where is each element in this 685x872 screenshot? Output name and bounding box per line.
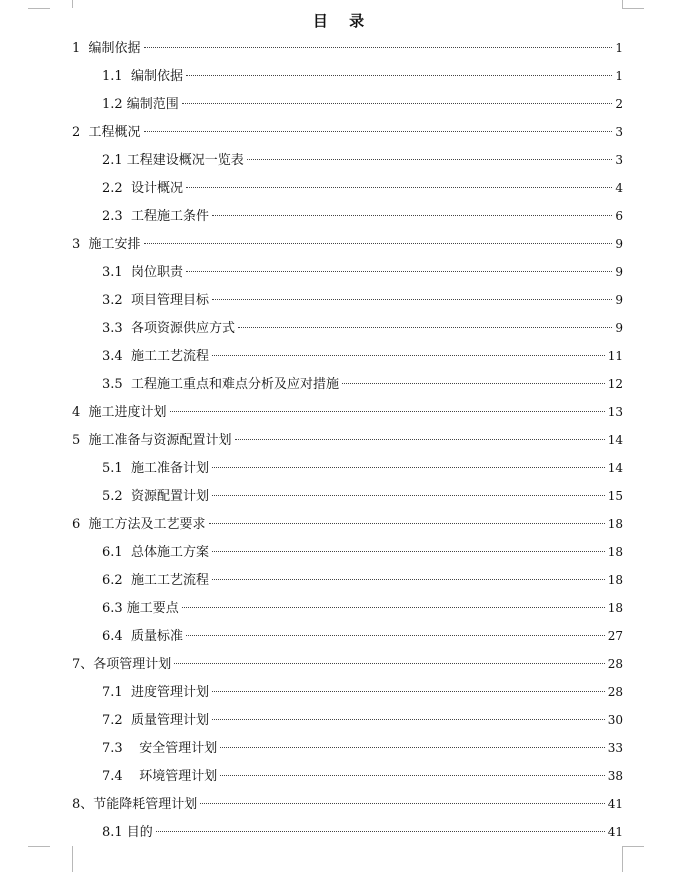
dot-leader	[186, 187, 612, 188]
toc-entry-page: 9	[615, 321, 623, 335]
dot-leader	[212, 495, 605, 496]
crop-mark-bottom-left	[50, 846, 73, 872]
toc-entry-page: 3	[615, 153, 623, 167]
toc-entry[interactable]	[102, 286, 623, 314]
dot-leader	[235, 439, 605, 440]
dot-leader	[238, 327, 612, 328]
toc-entry[interactable]	[72, 426, 623, 454]
dot-leader	[212, 719, 605, 720]
toc-entry[interactable]	[102, 258, 623, 286]
dot-leader	[186, 75, 612, 76]
toc-entry-label: 3 施工安排	[72, 237, 141, 252]
toc-entry-label: 7、各项管理计划	[72, 657, 172, 672]
toc-entry-page: 41	[607, 825, 623, 839]
toc-entry-page: 13	[607, 405, 623, 419]
crop-mark-bottom-right-h	[622, 846, 644, 847]
toc-entry-page: 18	[607, 517, 623, 531]
toc-entry[interactable]	[102, 62, 623, 90]
toc-entry-page: 1	[615, 41, 623, 55]
toc-entry-page: 41	[607, 797, 623, 811]
toc-entry-label: 6.3 施工要点	[102, 601, 179, 616]
toc-entry[interactable]	[72, 510, 623, 538]
dot-leader	[212, 299, 612, 300]
toc-entry-label: 3.5 工程施工重点和难点分析及应对措施	[102, 377, 339, 392]
toc-entry-page: 1	[615, 69, 623, 83]
toc-entry-label: 7.3 安全管理计划	[102, 741, 218, 756]
dot-leader	[212, 215, 612, 216]
toc-title: 目 录	[312, 12, 373, 30]
toc-entry-label: 2.1 工程建设概况一览表	[102, 153, 244, 168]
dot-leader	[342, 383, 605, 384]
dot-leader	[212, 355, 605, 356]
dot-leader	[209, 523, 605, 524]
toc-entry-page: 2	[615, 97, 623, 111]
toc-entry-page: 18	[607, 573, 623, 587]
toc-entry-label: 6.1 总体施工方案	[102, 545, 209, 560]
toc-entry-label: 5 施工准备与资源配置计划	[72, 433, 232, 448]
dot-leader	[174, 663, 604, 664]
toc-entry-label: 2.2 设计概况	[102, 181, 183, 196]
toc-entry-page: 12	[607, 377, 623, 391]
toc-entry-page: 15	[607, 489, 623, 503]
dot-leader	[247, 159, 613, 160]
toc-entry[interactable]	[102, 342, 623, 370]
crop-mark-top-left	[50, 0, 73, 8]
toc-entry-page: 3	[615, 125, 623, 139]
toc-entry-label: 6.4 质量标准	[102, 629, 183, 644]
dot-leader	[156, 831, 605, 832]
dot-leader	[212, 579, 605, 580]
toc-entry-page: 38	[607, 769, 623, 783]
toc-entry-page: 6	[615, 209, 623, 223]
toc-entry[interactable]	[102, 706, 623, 734]
dot-leader	[144, 131, 613, 132]
toc-entry-page: 18	[607, 601, 623, 615]
dot-leader	[170, 411, 605, 412]
dot-leader	[186, 635, 605, 636]
toc-entry[interactable]	[72, 34, 623, 62]
dot-leader	[212, 691, 605, 692]
toc-entry-label: 8.1 目的	[102, 825, 153, 840]
toc-entry-label: 3.2 项目管理目标	[102, 293, 209, 308]
toc-entry-page: 9	[615, 237, 623, 251]
toc-entry-label: 8、节能降耗管理计划	[72, 797, 198, 812]
toc-entry-page: 9	[615, 265, 623, 279]
toc-entry-label: 6.2 施工工艺流程	[102, 573, 209, 588]
toc-entry-label: 7.2 质量管理计划	[102, 713, 209, 728]
toc-entry[interactable]	[102, 566, 623, 594]
toc-entry[interactable]	[102, 594, 623, 622]
crop-mark-top-right	[622, 0, 645, 8]
toc-entry-page: 11	[607, 349, 623, 363]
toc-entry[interactable]	[102, 174, 623, 202]
toc-entry-label: 6 施工方法及工艺要求	[72, 517, 206, 532]
toc-entry[interactable]	[102, 678, 623, 706]
toc-entry-page: 18	[607, 545, 623, 559]
toc-entry-label: 1.2 编制范围	[102, 97, 179, 112]
toc-entry[interactable]	[102, 146, 623, 174]
toc-entry[interactable]	[102, 314, 623, 342]
crop-mark-top-left-h	[28, 8, 50, 9]
crop-mark-top-right-h	[622, 8, 644, 9]
toc-entry[interactable]	[72, 118, 623, 146]
dot-leader	[200, 803, 604, 804]
toc-entry[interactable]	[102, 762, 623, 790]
toc-entry[interactable]	[72, 398, 623, 426]
toc-entry-label: 1.1 编制依据	[102, 69, 183, 84]
dot-leader	[182, 607, 605, 608]
toc-entry-label: 2.3 工程施工条件	[102, 209, 209, 224]
toc-entry-label: 4 施工进度计划	[72, 405, 167, 420]
dot-leader	[186, 271, 612, 272]
toc-entry[interactable]	[72, 790, 623, 818]
dot-leader	[220, 747, 605, 748]
toc-entry-label: 3.4 施工工艺流程	[102, 349, 209, 364]
toc-entry-page: 14	[607, 433, 623, 447]
toc-entry[interactable]	[102, 622, 623, 650]
toc-entry-page: 14	[607, 461, 623, 475]
toc-entry-label: 3.1 岗位职责	[102, 265, 183, 280]
dot-leader	[144, 47, 613, 48]
toc-entry-label: 7.4 环境管理计划	[102, 769, 218, 784]
crop-mark-bottom-right	[622, 846, 645, 872]
toc-entry[interactable]	[102, 482, 623, 510]
toc-entry-page: 30	[607, 713, 623, 727]
toc-entry-page: 28	[607, 685, 623, 699]
toc-entry-label: 3.3 各项资源供应方式	[102, 321, 235, 336]
dot-leader	[212, 467, 605, 468]
toc-entry-page: 9	[615, 293, 623, 307]
toc-entry[interactable]	[102, 370, 623, 398]
toc-entry[interactable]	[102, 90, 623, 118]
toc-entry[interactable]	[102, 734, 623, 762]
dot-leader	[144, 243, 613, 244]
dot-leader	[220, 775, 605, 776]
toc-entry-label: 1 编制依据	[72, 41, 141, 56]
toc-entry-label: 2 工程概况	[72, 125, 141, 140]
toc-entry[interactable]	[102, 202, 623, 230]
dot-leader	[182, 103, 613, 104]
toc-entry-page: 4	[615, 181, 623, 195]
toc-entry[interactable]	[102, 538, 623, 566]
toc-entry[interactable]	[72, 650, 623, 678]
toc-entry-label: 5.1 施工准备计划	[102, 461, 209, 476]
toc-entry[interactable]	[72, 230, 623, 258]
dot-leader	[212, 551, 605, 552]
toc-entry-page: 33	[607, 741, 623, 755]
toc-entry-page: 28	[607, 657, 623, 671]
toc-entry[interactable]	[102, 818, 623, 846]
toc-entry-page: 27	[607, 629, 623, 643]
toc-entry-label: 7.1 进度管理计划	[102, 685, 209, 700]
crop-mark-bottom-left-h	[28, 846, 50, 847]
toc-entry-label: 5.2 资源配置计划	[102, 489, 209, 504]
toc-entry[interactable]	[102, 454, 623, 482]
